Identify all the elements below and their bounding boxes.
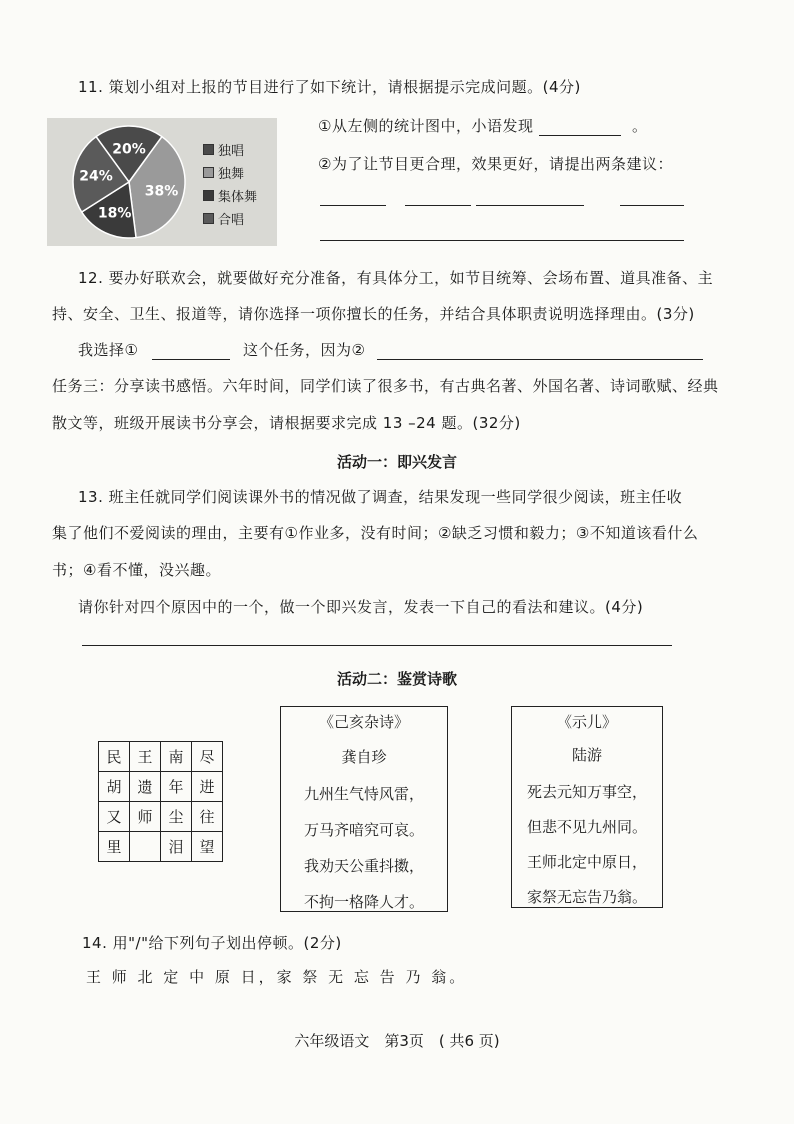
- q12-blank-2[interactable]: [377, 345, 703, 360]
- pie-data-label: 38%: [144, 183, 179, 200]
- q11-item2: ②为了让节目更合理，效果更好，请提出两条建议：: [318, 155, 673, 173]
- q11-answer-line-2[interactable]: [405, 205, 471, 206]
- legend-label: 集体舞: [218, 190, 258, 205]
- task3-line2: 散文等，班级开展读书分享会，请根据要求完成 13 –24 题。(32分): [52, 414, 521, 432]
- pie-data-label: 18%: [97, 205, 132, 222]
- page-footer: 六年级语文 第3页 ( 共6 页): [294, 1032, 500, 1050]
- legend-item: [203, 163, 244, 182]
- q13-answer-line[interactable]: [82, 645, 672, 646]
- legend-label: 独唱: [218, 144, 245, 159]
- poem1-title: 《己亥杂诗》: [318, 713, 409, 731]
- grid-cell: 里: [99, 832, 130, 862]
- q12-line2: 持、安全、卫生、报道等，请你选择一项你擅长的任务，并结合具体职责说明选择理由。(3分): [52, 305, 695, 323]
- grid-cell: 望: [192, 832, 223, 862]
- q13-line2: 集了他们不爱阅读的理由，主要有①作业多，没有时间；②缺乏习惯和毅力；③不知道该看什么: [52, 524, 699, 542]
- legend-swatch: [203, 167, 214, 178]
- q11-item1-end: 。: [632, 117, 648, 135]
- grid-cell: 遗: [130, 772, 161, 802]
- character-grid: [98, 741, 223, 862]
- grid-cell: 胡: [99, 772, 130, 802]
- grid-cell: 王: [130, 742, 161, 772]
- poem1-author: 龚自珍: [341, 748, 387, 766]
- grid-row: [99, 742, 223, 772]
- legend-swatch: [203, 213, 214, 224]
- grid-row: [99, 802, 223, 832]
- poem2-author: 陆游: [571, 746, 602, 764]
- legend-item: [203, 209, 244, 228]
- q11-blank-1[interactable]: [539, 121, 621, 136]
- poem-box-jihai: [280, 706, 448, 912]
- q13-line1: 13. 班主任就同学们阅读课外书的情况做了调查，结果发现一些同学很少阅读，班主任收: [78, 488, 683, 506]
- grid-cell: [130, 832, 161, 862]
- grid-cell: 往: [192, 802, 223, 832]
- poem2-title: 《示儿》: [556, 713, 617, 731]
- grid-cell: 尘: [161, 802, 192, 832]
- legend-swatch: [203, 190, 214, 201]
- q11-answer-line-5[interactable]: [320, 240, 684, 241]
- q14-sentence: 王 师 北 定 中 原 日，家 祭 无 忘 告 乃 翁。: [86, 968, 468, 986]
- pie-chart: [47, 118, 277, 246]
- legend-swatch: [203, 144, 214, 155]
- grid-cell: 南: [161, 742, 192, 772]
- poem2-line: 王师北定中原日，: [526, 853, 647, 871]
- poem1-line: 我劝天公重抖擞，: [303, 857, 424, 875]
- poem1-line: 万马齐喑究可哀。: [303, 821, 424, 839]
- grid-cell: 师: [130, 802, 161, 832]
- legend-item: [203, 186, 257, 205]
- poem-box-shier: [511, 706, 663, 908]
- legend-item: [203, 140, 244, 159]
- grid-cell: 进: [192, 772, 223, 802]
- q14-question: 14. 用"/"给下列句子划出停顿。(2分): [82, 934, 342, 952]
- q11-answer-line-1[interactable]: [320, 205, 386, 206]
- grid-cell: 又: [99, 802, 130, 832]
- poem2-line: 家祭无忘告乃翁。: [526, 888, 647, 906]
- pie-data-label: 20%: [112, 141, 146, 158]
- q11-answer-line-3[interactable]: [476, 205, 584, 206]
- legend-label: 合唱: [218, 213, 245, 228]
- q12-blank-1[interactable]: [152, 345, 230, 360]
- activity2-title: 活动二：鉴赏诗歌: [336, 670, 457, 688]
- q12-answer-prefix: 我选择①: [78, 341, 139, 359]
- q11-question: 11. 策划小组对上报的节目进行了如下统计，请根据提示完成问题。(4分): [78, 78, 581, 96]
- grid-cell: 民: [99, 742, 130, 772]
- q12-line1: 12. 要办好联欢会，就要做好充分准备，有具体分工，如节目统筹、会场布置、道具准备、主: [78, 269, 714, 287]
- q11-item1-text: ①从左侧的统计图中，小语发现: [318, 117, 534, 135]
- grid-cell: 泪: [161, 832, 192, 862]
- pie-data-label: 24%: [79, 168, 113, 185]
- q11-item1: [318, 115, 648, 136]
- q13-prompt: 请你针对四个原因中的一个，做一个即兴发言，发表一下自己的看法和建议。(4分): [78, 598, 644, 616]
- poem1-line: 九州生气恃风雷，: [303, 785, 424, 803]
- poem2-line: 但悲不见九州同。: [526, 818, 647, 836]
- poem1-line: 不拘一格降人才。: [303, 893, 424, 911]
- grid-cell: 尽: [192, 742, 223, 772]
- q11-answer-line-4[interactable]: [620, 205, 684, 206]
- task3-line1: 任务三：分享读书感悟。六年时间，同学们读了很多书，有古典名著、外国名著、诗词歌赋、经典: [52, 377, 719, 395]
- q12-answer-mid: 这个任务，因为②: [243, 341, 366, 359]
- grid-row: [99, 832, 223, 862]
- activity1-title: 活动一：即兴发言: [336, 453, 457, 471]
- grid-row: [99, 772, 223, 802]
- poem2-line: 死去元知万事空，: [526, 783, 647, 801]
- q12-answer: [78, 339, 703, 360]
- grid-cell: 年: [161, 772, 192, 802]
- q13-line3: 书；④看不懂，没兴趣。: [52, 561, 221, 579]
- legend-label: 独舞: [218, 167, 245, 182]
